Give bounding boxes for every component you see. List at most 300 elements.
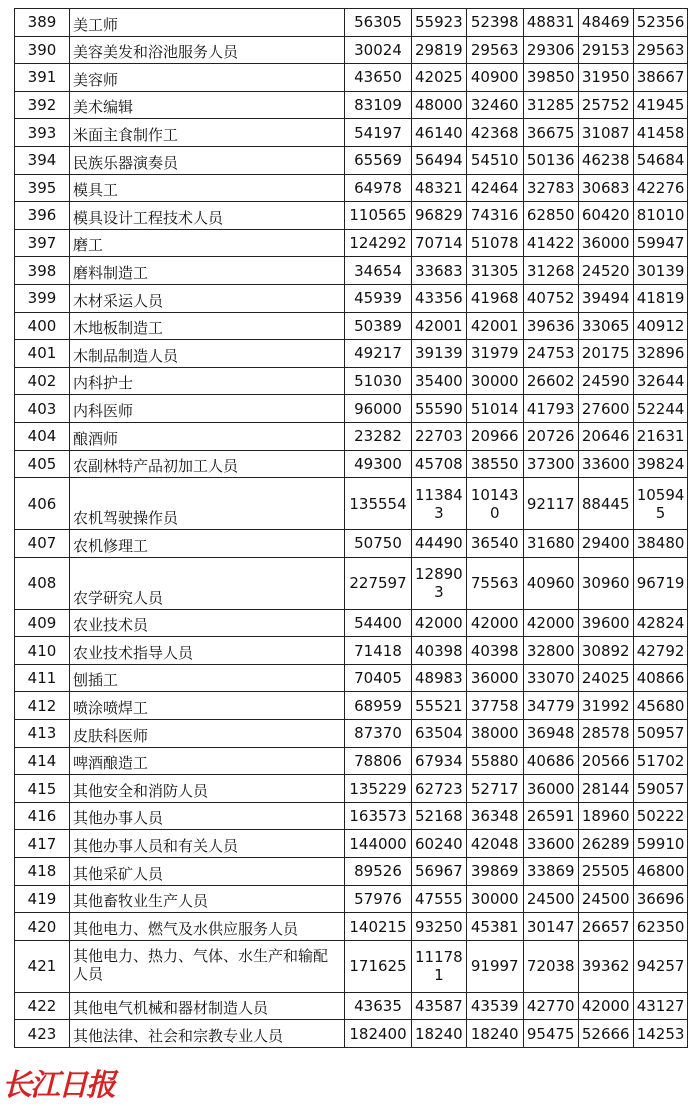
value-cell: 93250 xyxy=(412,913,467,941)
row-number: 411 xyxy=(15,664,70,692)
row-number: 397 xyxy=(15,229,70,257)
value-cell: 45939 xyxy=(345,284,412,312)
value-cell: 37758 xyxy=(466,692,523,720)
row-number: 417 xyxy=(15,830,70,858)
table-row xyxy=(15,609,688,637)
value-cell: 24025 xyxy=(578,664,633,692)
value-cell: 42824 xyxy=(633,609,688,637)
value-cell: 40866 xyxy=(633,664,688,692)
value-cell: 113843 xyxy=(412,478,467,530)
value-cell: 24520 xyxy=(578,257,633,285)
value-cell: 30147 xyxy=(523,913,578,941)
table-row xyxy=(15,174,688,202)
row-number: 412 xyxy=(15,692,70,720)
table-row xyxy=(15,9,688,37)
value-cell: 33683 xyxy=(412,257,467,285)
value-cell: 54684 xyxy=(633,146,688,174)
value-cell: 42770 xyxy=(523,992,578,1020)
value-cell: 31087 xyxy=(578,119,633,147)
value-cell: 32460 xyxy=(466,91,523,119)
value-cell: 34779 xyxy=(523,692,578,720)
table-row xyxy=(15,530,688,558)
value-cell: 62350 xyxy=(633,913,688,941)
occupation-name: 木材采运人员 xyxy=(70,284,345,312)
table-row xyxy=(15,284,688,312)
table-row xyxy=(15,395,688,423)
value-cell: 30892 xyxy=(578,637,633,665)
value-cell: 110565 xyxy=(345,202,412,230)
value-cell: 31268 xyxy=(523,257,578,285)
table-body xyxy=(15,9,688,1048)
occupation-name: 酿酒师 xyxy=(70,422,345,450)
table-row xyxy=(15,747,688,775)
value-cell: 62850 xyxy=(523,202,578,230)
value-cell: 38480 xyxy=(633,530,688,558)
value-cell: 28144 xyxy=(578,775,633,803)
value-cell: 39869 xyxy=(466,858,523,886)
value-cell: 45680 xyxy=(633,692,688,720)
value-cell: 75563 xyxy=(466,557,523,609)
row-number: 399 xyxy=(15,284,70,312)
value-cell: 42792 xyxy=(633,637,688,665)
value-cell: 30000 xyxy=(466,885,523,913)
table-row xyxy=(15,450,688,478)
value-cell: 31305 xyxy=(466,257,523,285)
value-cell: 135229 xyxy=(345,775,412,803)
value-cell: 87370 xyxy=(345,720,412,748)
row-number: 403 xyxy=(15,395,70,423)
value-cell: 29400 xyxy=(578,530,633,558)
row-number: 407 xyxy=(15,530,70,558)
occupation-name: 其他电力、热力、气体、水生产和输配人员 xyxy=(70,940,345,992)
value-cell: 124292 xyxy=(345,229,412,257)
value-cell: 42001 xyxy=(412,312,467,340)
occupation-name: 皮肤科医师 xyxy=(70,720,345,748)
row-number: 413 xyxy=(15,720,70,748)
row-number: 421 xyxy=(15,940,70,992)
occupation-name: 其他办事人员和有关人员 xyxy=(70,830,345,858)
value-cell: 36696 xyxy=(633,885,688,913)
table-row xyxy=(15,1020,688,1048)
value-cell: 26289 xyxy=(578,830,633,858)
value-cell: 24500 xyxy=(578,885,633,913)
value-cell: 24500 xyxy=(523,885,578,913)
value-cell: 56305 xyxy=(345,9,412,37)
row-number: 423 xyxy=(15,1020,70,1048)
value-cell: 182400 xyxy=(345,1020,412,1048)
row-number: 418 xyxy=(15,858,70,886)
table-row xyxy=(15,885,688,913)
value-cell: 22703 xyxy=(412,422,467,450)
row-number: 415 xyxy=(15,775,70,803)
table-row xyxy=(15,802,688,830)
value-cell: 96829 xyxy=(412,202,467,230)
value-cell: 40900 xyxy=(466,64,523,92)
value-cell: 31680 xyxy=(523,530,578,558)
value-cell: 48321 xyxy=(412,174,467,202)
value-cell: 89526 xyxy=(345,858,412,886)
table-row xyxy=(15,940,688,992)
value-cell: 51030 xyxy=(345,367,412,395)
table-row xyxy=(15,202,688,230)
value-cell: 26591 xyxy=(523,802,578,830)
value-cell: 60420 xyxy=(578,202,633,230)
value-cell: 65569 xyxy=(345,146,412,174)
value-cell: 18240 xyxy=(412,1020,467,1048)
occupation-name: 木制品制造人员 xyxy=(70,340,345,368)
value-cell: 140215 xyxy=(345,913,412,941)
value-cell: 163573 xyxy=(345,802,412,830)
value-cell: 42464 xyxy=(466,174,523,202)
value-cell: 55923 xyxy=(412,9,467,37)
value-cell: 52666 xyxy=(578,1020,633,1048)
occupation-name: 农副林特产品初加工人员 xyxy=(70,450,345,478)
value-cell: 171625 xyxy=(345,940,412,992)
row-number: 409 xyxy=(15,609,70,637)
value-cell: 29563 xyxy=(466,36,523,64)
value-cell: 46238 xyxy=(578,146,633,174)
row-number: 389 xyxy=(15,9,70,37)
table-row xyxy=(15,913,688,941)
table-row xyxy=(15,146,688,174)
watermark-logo: 长江日报 xyxy=(2,1068,114,1103)
occupation-name: 农机驾驶操作员 xyxy=(70,478,345,530)
value-cell: 57976 xyxy=(345,885,412,913)
value-cell: 32644 xyxy=(633,367,688,395)
value-cell: 29306 xyxy=(523,36,578,64)
row-number: 398 xyxy=(15,257,70,285)
value-cell: 48000 xyxy=(412,91,467,119)
value-cell: 29819 xyxy=(412,36,467,64)
value-cell: 52356 xyxy=(633,9,688,37)
value-cell: 25752 xyxy=(578,91,633,119)
value-cell: 41819 xyxy=(633,284,688,312)
occupation-name: 米面主食制作工 xyxy=(70,119,345,147)
value-cell: 48983 xyxy=(412,664,467,692)
occupation-name: 其他电力、燃气及水供应服务人员 xyxy=(70,913,345,941)
value-cell: 24753 xyxy=(523,340,578,368)
value-cell: 36348 xyxy=(466,802,523,830)
value-cell: 111781 xyxy=(412,940,467,992)
occupation-name: 其他畜牧业生产人员 xyxy=(70,885,345,913)
value-cell: 41793 xyxy=(523,395,578,423)
occupation-name: 其他电气机械和器材制造人员 xyxy=(70,992,345,1020)
occupation-name: 内科医师 xyxy=(70,395,345,423)
value-cell: 70405 xyxy=(345,664,412,692)
value-cell: 43650 xyxy=(345,64,412,92)
table-row xyxy=(15,91,688,119)
value-cell: 88445 xyxy=(578,478,633,530)
table-row xyxy=(15,830,688,858)
occupation-name: 磨工 xyxy=(70,229,345,257)
row-number: 404 xyxy=(15,422,70,450)
value-cell: 43356 xyxy=(412,284,467,312)
value-cell: 55590 xyxy=(412,395,467,423)
row-number: 422 xyxy=(15,992,70,1020)
value-cell: 33065 xyxy=(578,312,633,340)
value-cell: 52244 xyxy=(633,395,688,423)
table-row xyxy=(15,119,688,147)
value-cell: 78806 xyxy=(345,747,412,775)
value-cell: 41968 xyxy=(466,284,523,312)
value-cell: 91997 xyxy=(466,940,523,992)
value-cell: 56494 xyxy=(412,146,467,174)
value-cell: 39636 xyxy=(523,312,578,340)
salary-table xyxy=(14,8,688,1048)
value-cell: 36000 xyxy=(578,229,633,257)
value-cell: 44490 xyxy=(412,530,467,558)
row-number: 394 xyxy=(15,146,70,174)
value-cell: 33070 xyxy=(523,664,578,692)
value-cell: 81010 xyxy=(633,202,688,230)
value-cell: 36000 xyxy=(466,664,523,692)
value-cell: 227597 xyxy=(345,557,412,609)
value-cell: 34654 xyxy=(345,257,412,285)
value-cell: 42000 xyxy=(466,609,523,637)
occupation-name: 啤酒酿造工 xyxy=(70,747,345,775)
value-cell: 63504 xyxy=(412,720,467,748)
value-cell: 38667 xyxy=(633,64,688,92)
value-cell: 46800 xyxy=(633,858,688,886)
value-cell: 30683 xyxy=(578,174,633,202)
table-row xyxy=(15,775,688,803)
table-row xyxy=(15,692,688,720)
row-number: 405 xyxy=(15,450,70,478)
value-cell: 43127 xyxy=(633,992,688,1020)
value-cell: 50136 xyxy=(523,146,578,174)
value-cell: 64978 xyxy=(345,174,412,202)
value-cell: 71418 xyxy=(345,637,412,665)
row-number: 414 xyxy=(15,747,70,775)
value-cell: 56967 xyxy=(412,858,467,886)
value-cell: 144000 xyxy=(345,830,412,858)
value-cell: 39824 xyxy=(633,450,688,478)
value-cell: 50750 xyxy=(345,530,412,558)
occupation-name: 木地板制造工 xyxy=(70,312,345,340)
value-cell: 42000 xyxy=(578,992,633,1020)
value-cell: 36000 xyxy=(523,775,578,803)
value-cell: 51078 xyxy=(466,229,523,257)
value-cell: 36948 xyxy=(523,720,578,748)
value-cell: 101430 xyxy=(466,478,523,530)
occupation-name: 民族乐器演奏员 xyxy=(70,146,345,174)
row-number: 395 xyxy=(15,174,70,202)
value-cell: 36675 xyxy=(523,119,578,147)
table-row xyxy=(15,367,688,395)
value-cell: 67934 xyxy=(412,747,467,775)
value-cell: 49217 xyxy=(345,340,412,368)
value-cell: 35400 xyxy=(412,367,467,395)
value-cell: 43635 xyxy=(345,992,412,1020)
value-cell: 20726 xyxy=(523,422,578,450)
occupation-name: 其他法律、社会和宗教专业人员 xyxy=(70,1020,345,1048)
value-cell: 96719 xyxy=(633,557,688,609)
value-cell: 40398 xyxy=(466,637,523,665)
value-cell: 54510 xyxy=(466,146,523,174)
value-cell: 31992 xyxy=(578,692,633,720)
value-cell: 33869 xyxy=(523,858,578,886)
value-cell: 42368 xyxy=(466,119,523,147)
value-cell: 30139 xyxy=(633,257,688,285)
value-cell: 38000 xyxy=(466,720,523,748)
value-cell: 83109 xyxy=(345,91,412,119)
value-cell: 30960 xyxy=(578,557,633,609)
occupation-name: 模具设计工程技术人员 xyxy=(70,202,345,230)
value-cell: 32896 xyxy=(633,340,688,368)
table-row xyxy=(15,557,688,609)
table-row xyxy=(15,478,688,530)
value-cell: 50957 xyxy=(633,720,688,748)
value-cell: 24590 xyxy=(578,367,633,395)
value-cell: 42000 xyxy=(523,609,578,637)
value-cell: 18960 xyxy=(578,802,633,830)
value-cell: 51014 xyxy=(466,395,523,423)
row-number: 420 xyxy=(15,913,70,941)
value-cell: 23282 xyxy=(345,422,412,450)
row-number: 393 xyxy=(15,119,70,147)
row-number: 406 xyxy=(15,478,70,530)
value-cell: 25505 xyxy=(578,858,633,886)
table-row xyxy=(15,992,688,1020)
value-cell: 59947 xyxy=(633,229,688,257)
value-cell: 28578 xyxy=(578,720,633,748)
value-cell: 26657 xyxy=(578,913,633,941)
value-cell: 18240 xyxy=(466,1020,523,1048)
row-number: 392 xyxy=(15,91,70,119)
value-cell: 43587 xyxy=(412,992,467,1020)
occupation-name: 其他办事人员 xyxy=(70,802,345,830)
occupation-name: 其他采矿人员 xyxy=(70,858,345,886)
value-cell: 48831 xyxy=(523,9,578,37)
value-cell: 27600 xyxy=(578,395,633,423)
table-row xyxy=(15,257,688,285)
value-cell: 41945 xyxy=(633,91,688,119)
value-cell: 32783 xyxy=(523,174,578,202)
value-cell: 14253 xyxy=(633,1020,688,1048)
value-cell: 33600 xyxy=(578,450,633,478)
value-cell: 42001 xyxy=(466,312,523,340)
value-cell: 40686 xyxy=(523,747,578,775)
value-cell: 50222 xyxy=(633,802,688,830)
value-cell: 40912 xyxy=(633,312,688,340)
occupation-name: 内科护士 xyxy=(70,367,345,395)
value-cell: 29153 xyxy=(578,36,633,64)
value-cell: 54400 xyxy=(345,609,412,637)
value-cell: 62723 xyxy=(412,775,467,803)
value-cell: 59057 xyxy=(633,775,688,803)
value-cell: 32800 xyxy=(523,637,578,665)
value-cell: 20966 xyxy=(466,422,523,450)
row-number: 416 xyxy=(15,802,70,830)
value-cell: 52168 xyxy=(412,802,467,830)
value-cell: 21631 xyxy=(633,422,688,450)
value-cell: 95475 xyxy=(523,1020,578,1048)
occupation-name: 农学研究人员 xyxy=(70,557,345,609)
value-cell: 94257 xyxy=(633,940,688,992)
value-cell: 52717 xyxy=(466,775,523,803)
value-cell: 20566 xyxy=(578,747,633,775)
value-cell: 43539 xyxy=(466,992,523,1020)
value-cell: 39362 xyxy=(578,940,633,992)
value-cell: 49300 xyxy=(345,450,412,478)
value-cell: 55521 xyxy=(412,692,467,720)
value-cell: 39850 xyxy=(523,64,578,92)
table-row xyxy=(15,422,688,450)
row-number: 402 xyxy=(15,367,70,395)
value-cell: 39600 xyxy=(578,609,633,637)
table-row xyxy=(15,64,688,92)
value-cell: 51702 xyxy=(633,747,688,775)
table-row xyxy=(15,229,688,257)
row-number: 390 xyxy=(15,36,70,64)
occupation-name: 美容美发和浴池服务人员 xyxy=(70,36,345,64)
value-cell: 68959 xyxy=(345,692,412,720)
value-cell: 20175 xyxy=(578,340,633,368)
value-cell: 55880 xyxy=(466,747,523,775)
value-cell: 42000 xyxy=(412,609,467,637)
value-cell: 41422 xyxy=(523,229,578,257)
value-cell: 40398 xyxy=(412,637,467,665)
value-cell: 40752 xyxy=(523,284,578,312)
table-row xyxy=(15,36,688,64)
value-cell: 105945 xyxy=(633,478,688,530)
value-cell: 31950 xyxy=(578,64,633,92)
value-cell: 38550 xyxy=(466,450,523,478)
occupation-name: 美术编辑 xyxy=(70,91,345,119)
value-cell: 20646 xyxy=(578,422,633,450)
occupation-name: 美容师 xyxy=(70,64,345,92)
value-cell: 128903 xyxy=(412,557,467,609)
table-row xyxy=(15,637,688,665)
value-cell: 40960 xyxy=(523,557,578,609)
value-cell: 70714 xyxy=(412,229,467,257)
value-cell: 135554 xyxy=(345,478,412,530)
occupation-name: 农机修理工 xyxy=(70,530,345,558)
occupation-name: 模具工 xyxy=(70,174,345,202)
value-cell: 26602 xyxy=(523,367,578,395)
value-cell: 41458 xyxy=(633,119,688,147)
value-cell: 74316 xyxy=(466,202,523,230)
row-number: 419 xyxy=(15,885,70,913)
occupation-name: 美工师 xyxy=(70,9,345,37)
value-cell: 47555 xyxy=(412,885,467,913)
value-cell: 46140 xyxy=(412,119,467,147)
row-number: 391 xyxy=(15,64,70,92)
occupation-name: 磨料制造工 xyxy=(70,257,345,285)
row-number: 396 xyxy=(15,202,70,230)
value-cell: 42276 xyxy=(633,174,688,202)
value-cell: 60240 xyxy=(412,830,467,858)
value-cell: 30024 xyxy=(345,36,412,64)
value-cell: 36540 xyxy=(466,530,523,558)
row-number: 401 xyxy=(15,340,70,368)
value-cell: 72038 xyxy=(523,940,578,992)
table-row xyxy=(15,720,688,748)
row-number: 408 xyxy=(15,557,70,609)
value-cell: 45708 xyxy=(412,450,467,478)
value-cell: 54197 xyxy=(345,119,412,147)
value-cell: 31979 xyxy=(466,340,523,368)
table-row xyxy=(15,340,688,368)
table-row xyxy=(15,664,688,692)
occupation-name: 农业技术指导人员 xyxy=(70,637,345,665)
value-cell: 45381 xyxy=(466,913,523,941)
value-cell: 31285 xyxy=(523,91,578,119)
value-cell: 29563 xyxy=(633,36,688,64)
table-row xyxy=(15,312,688,340)
value-cell: 39139 xyxy=(412,340,467,368)
table-row xyxy=(15,858,688,886)
